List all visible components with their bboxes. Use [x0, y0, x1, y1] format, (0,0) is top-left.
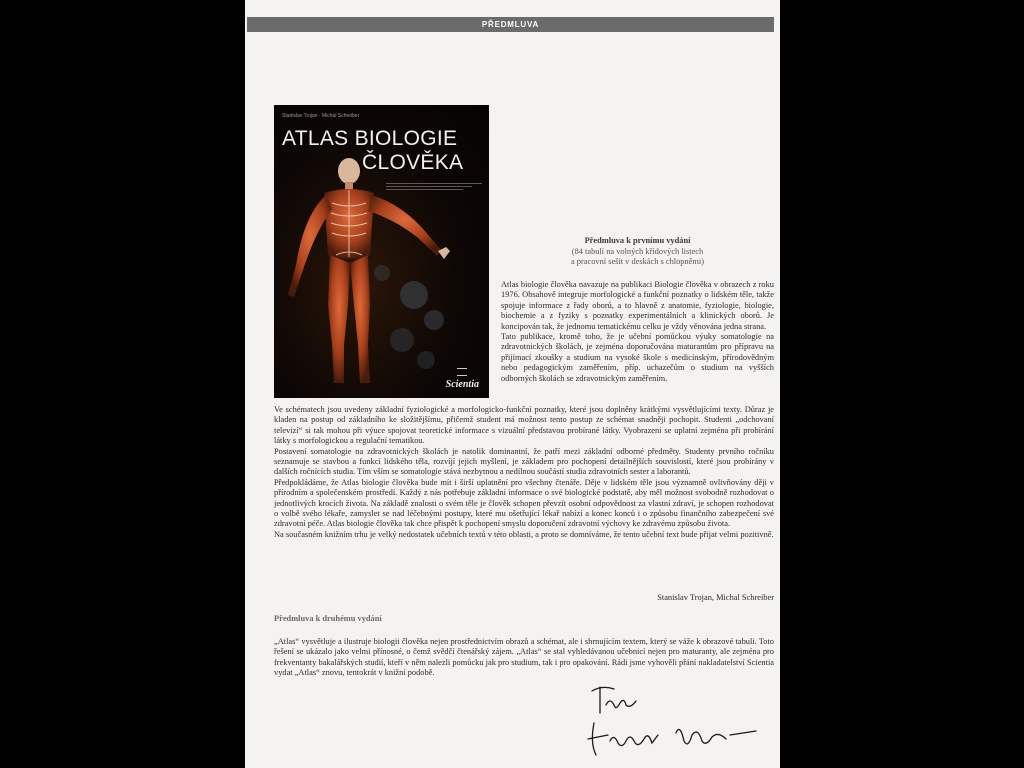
cover-authors: Stanislav Trojan · Michal Schreiber: [282, 113, 360, 119]
paragraph: Na současném knižním trhu je velký nedostatek učebních textů v této oblasti, a proto se domníváme, že tento učební text bude přijat velmi pozitivně.: [274, 529, 774, 539]
cover-publisher: Scientia: [445, 379, 479, 390]
section-header: PŘEDMLUVA: [247, 17, 774, 32]
paragraph: Atlas biologie člověka navazuje na publikaci Biologie člověka v obrazech z roku 1976. Obsahově integruje morfologické a funkční poznatky o lidském těle, takže spojuje informace z řady oborů, a to hlavně z anatomie, fyziologie, biologie, biochemie a z fyziky s poznatky experimentálních a klinických oborů. Je koncipován tak, že jednomu tematickému celku je vždy věnována jedna strana.: [501, 280, 774, 331]
cover-title-line1: ATLAS BIOLOGIE: [282, 127, 458, 150]
document-page: [245, 0, 780, 768]
paragraph: Ve schématech jsou uvedeny základní fyziologické a morfologicko-funkční poznatky, které jsou doplněny krátkými vysvětlujícími texty. Důraz je kladen na postup od základního ke složitějšímu, přičemž student má možnost tento postup ze schémat snadněji pochopit. Studenti „odchovaní televizí“ si tak mohou při výuce spojovat teoretické informace s vizuální představou probírané látky. Vyobrazení se uplatní zejména při probírání látky s morfologickou a regulační tematikou.: [274, 405, 774, 446]
authors-signoff: Stanislav Trojan, Michal Schreiber: [657, 593, 774, 602]
heading-first-edition: Předmluva k prvnímu vydání: [584, 236, 691, 245]
book-cover-image: [274, 105, 489, 398]
paragraph: Tato publikace, kromě toho, že je učební pomůckou výuky somatologie na zdravotnických školách, je zejména doporučována maturantům pro přípravu na přijímací zkoušky a studium na vysoké škole s medicínským, přírodovědným nebo pedagogickým zaměřením, příp. uchazečům o studium na vyšších odborných školách se zdravotnickým zaměřením.: [501, 332, 774, 383]
subtitle-line: a pracovní sešit v deskách s chlopněmi): [570, 257, 705, 267]
second-edition-text: [274, 637, 774, 679]
handwritten-signature: [580, 683, 770, 763]
paragraph: Postavení somatologie na zdravotnických školách je natolik dominantní, že patří mezi základní odborné předměty. Studenty prvního ročníku seznamuje se stavbou a funkcí lidského těla, rozvíjí jejich myšlení, je základem pro pochopení detailnějších souvislostí, které jsou probírány v dalších ročnících studia. Tím vším se somatologie stává nezbytnou a nedílnou součástí studia zdravotních sester a laborantů.: [274, 446, 774, 477]
subtitle-line: (84 tabulí na volných křídových listech: [571, 247, 704, 256]
skeleton-illustration-icon: [274, 145, 489, 398]
cover-title-line2: ČLOVĚKA: [362, 151, 464, 174]
heading-first-edition-subtitle: [501, 247, 774, 268]
body-text: [274, 405, 774, 540]
heading-second-edition: Předmluva k druhému vydání: [274, 614, 382, 623]
paragraph: „Atlas“ vysvětluje a ilustruje biologii člověka nejen prostřednictvím obrazů a schémat, ale i shrnujícím textem, který se váže k obrazové tabuli. Toto řešení se ukázalo jako velmi přínosné, o čemž svědčí čtenářský zájem. „Atlas“ se stal vyhledávanou učebnicí nejen pro maturanty, ale zejména pro frekventanty bakalářských studií, kteří v něm nalezli pomůcku jak pro studium, tak i pro opakování. Rádi jsme vyhověli přání nakladatelství Scientia vydat „Atlas“ znovu, tentokrát v knižní podobě.: [274, 637, 774, 678]
paragraph: Předpokládáme, že Atlas biologie člověka bude mít i širší uplatnění pro všechny čtenáře. Děje v lidském těle jsou významně ovlivňovány ději v přírodním a společenském prostředí. Každý z nás potřebuje základní informace o své biologické podstatě, aby měl možnost svobodně rozhodovat o jednotlivých krocích života. Na základě znalosti o svém těle je člověk schopen převzít osobní odpovědnost za vlastní zdraví, je schopen rozhodovat o volbě svého lékaře, zamyslet se nad léčebnými postupy, které mu ošetřující lékař nabízí a konec konců i o způsobu finančního zabezpečení své zdravotní péče. Atlas biologie člověka tak chce přispět k pochopení smyslu doporučení zdravotní výchovy ke zdravému způsobu života.: [274, 477, 774, 529]
intro-text: [501, 280, 774, 384]
publisher-logo: [457, 368, 467, 376]
